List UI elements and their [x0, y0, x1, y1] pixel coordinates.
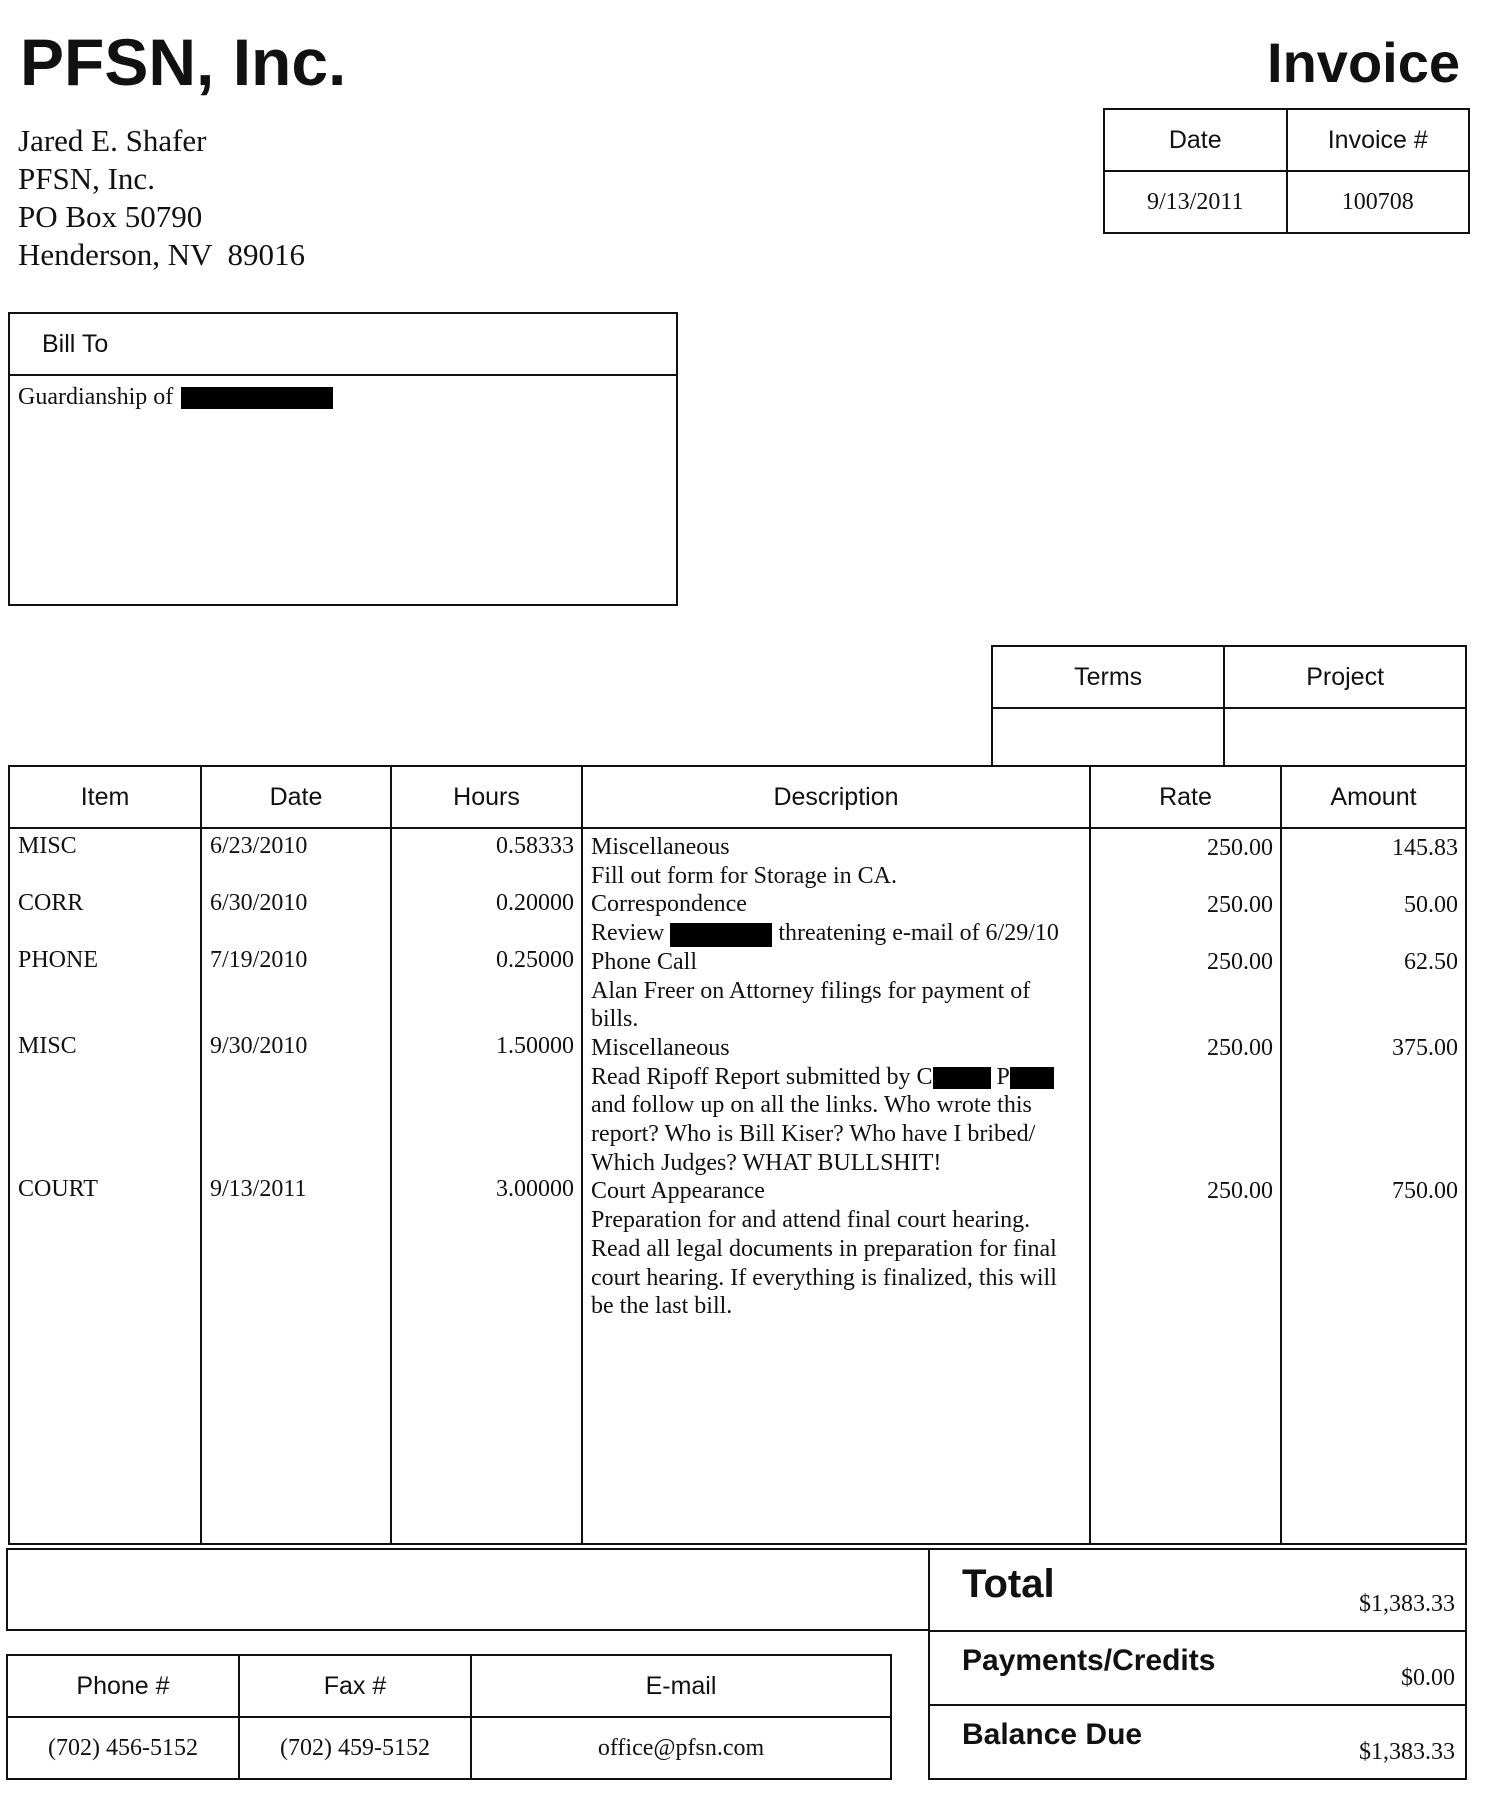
hours-column: [391, 828, 582, 1544]
fax-header: Fax #: [239, 1655, 471, 1717]
amount-column: [1281, 828, 1466, 1544]
terms-header: Terms: [992, 646, 1224, 708]
balance-label: Balance Due: [962, 1718, 1143, 1751]
description-line: Miscellaneous: [591, 1034, 730, 1061]
description-line: Fill out form for Storage in CA.: [591, 862, 897, 889]
totals-box: [928, 1548, 1467, 1780]
phone-header: Phone #: [7, 1655, 239, 1717]
item-amount: 375.00: [1392, 1035, 1458, 1061]
item-rate: 250.00: [1207, 1035, 1273, 1061]
bill-to-header: Bill To: [10, 314, 676, 376]
invoice-title: Invoice: [1267, 31, 1460, 94]
item-code: MISC: [18, 1033, 77, 1059]
date-column: [201, 828, 391, 1544]
date-header: Date: [1104, 109, 1287, 171]
memo-box: [6, 1548, 928, 1631]
sender-city: Henderson, NV 89016: [18, 237, 306, 272]
column-header-description: Description: [582, 766, 1090, 828]
description-line: Alan Freer on Attorney filings for payment of: [591, 977, 1031, 1004]
sender-name: Jared E. Shafer: [18, 123, 207, 158]
rate-column: [1090, 828, 1281, 1544]
description-line: Read all legal documents in preparation for final: [591, 1235, 1057, 1262]
total-label: Total: [962, 1562, 1055, 1606]
total-row: [929, 1549, 1466, 1631]
item-date: 7/19/2010: [210, 947, 308, 973]
item-amount: 145.83: [1392, 835, 1458, 861]
payments-label: Payments/Credits: [962, 1644, 1216, 1677]
item-description: [591, 833, 1059, 1321]
sender-company: PFSN, Inc.: [18, 161, 155, 196]
email-address: office@pfsn.com: [471, 1717, 891, 1779]
description-line: and follow up on all the links. Who wrote this: [591, 1092, 1032, 1119]
total-value: $1,383.33: [1359, 1591, 1455, 1617]
item-code: COURT: [18, 1176, 98, 1202]
terms-value: [992, 708, 1224, 767]
item-hours: 0.58333: [496, 833, 574, 859]
project-value: [1224, 708, 1466, 767]
column-header-hours: Hours: [391, 766, 582, 828]
item-hours: 0.20000: [496, 890, 574, 916]
project-header: Project: [1224, 646, 1466, 708]
item-hours: 1.50000: [496, 1033, 574, 1059]
description-line: report? Who is Bill Kiser? Who have I bribed/: [591, 1121, 1036, 1148]
invoice-number: 100708: [1287, 171, 1470, 233]
item-rate: 250.00: [1207, 835, 1273, 861]
sender-po-box: PO Box 50790: [18, 199, 203, 234]
description-line: be the last bill.: [591, 1293, 733, 1320]
description-line: Read Ripoff Report submitted by C P: [591, 1063, 1059, 1092]
description-line: Preparation for and attend final court hearing.: [591, 1207, 1031, 1234]
column-header-amount: Amount: [1281, 766, 1466, 828]
description-column: [582, 828, 1090, 1544]
item-code: PHONE: [18, 947, 99, 973]
redaction-bar: [670, 923, 772, 947]
item-column: [9, 828, 201, 1544]
payments-value: $0.00: [1401, 1665, 1455, 1691]
item-code: MISC: [18, 833, 77, 859]
description-line: Miscellaneous: [591, 834, 730, 860]
invoice-number-header: Invoice #: [1287, 109, 1470, 171]
description-line: court hearing. If everything is finalized, this will: [591, 1264, 1057, 1291]
column-header-date: Date: [201, 766, 391, 828]
fax-number: (702) 459-5152: [239, 1717, 471, 1779]
item-code: CORR: [18, 890, 84, 916]
item-hours: 3.00000: [496, 1176, 574, 1202]
invoice-date: 9/13/2011: [1104, 171, 1287, 233]
bill-to-line: Guardianship of: [18, 384, 174, 410]
bill-to-box: [8, 312, 678, 606]
item-rate: 250.00: [1207, 892, 1273, 918]
terms-project-box: [991, 645, 1467, 767]
description-line: Correspondence: [591, 891, 747, 918]
item-amount: 62.50: [1404, 949, 1458, 975]
description-line: bills.: [591, 1006, 639, 1033]
item-date: 9/30/2010: [210, 1033, 308, 1059]
payments-row: [929, 1631, 1466, 1705]
item-date: 6/23/2010: [210, 833, 308, 859]
description-line: Phone Call: [591, 948, 697, 975]
item-amount: 50.00: [1404, 892, 1458, 918]
company-name: PFSN, Inc.: [20, 25, 347, 99]
redaction-bar: [1010, 1067, 1054, 1089]
item-rate: 250.00: [1207, 949, 1273, 975]
item-rate: 250.00: [1207, 1178, 1273, 1204]
description-line: Review threatening e-mail of 6/29/10: [591, 920, 1059, 947]
phone-number: (702) 456-5152: [7, 1717, 239, 1779]
email-header: E-mail: [471, 1655, 891, 1717]
redaction-bar: [181, 387, 333, 409]
column-header-rate: Rate: [1090, 766, 1281, 828]
bill-to-body: [10, 376, 676, 411]
description-line: Which Judges? WHAT BULLSHIT!: [591, 1149, 942, 1176]
invoice-meta-box: [1103, 108, 1470, 234]
line-items-table: [8, 765, 1467, 1545]
item-date: 6/30/2010: [210, 890, 308, 916]
item-hours: 0.25000: [496, 947, 574, 973]
column-header-item: Item: [9, 766, 201, 828]
balance-row: [929, 1705, 1466, 1779]
contact-box: [6, 1654, 892, 1780]
item-amount: 750.00: [1392, 1178, 1458, 1204]
item-date: 9/13/2011: [210, 1176, 307, 1202]
balance-value: $1,383.33: [1359, 1739, 1455, 1765]
description-line: Court Appearance: [591, 1178, 765, 1205]
sender-address: [18, 122, 305, 274]
redaction-bar: [933, 1067, 991, 1089]
